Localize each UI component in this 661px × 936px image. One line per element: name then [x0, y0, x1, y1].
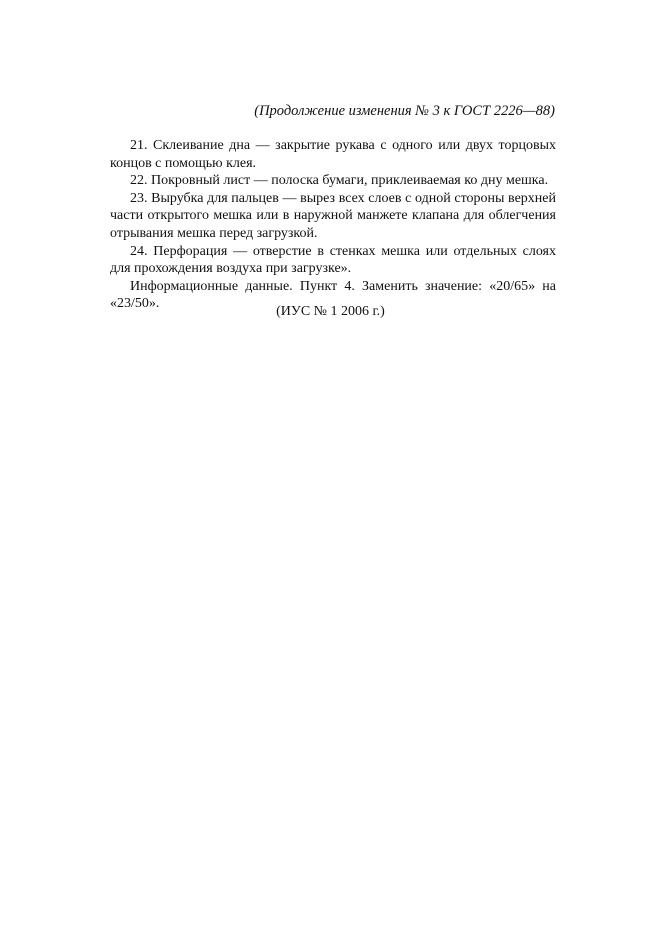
document-body — [110, 137, 556, 313]
paragraph-info-data: Информационные данные. Пункт 4. Заменить значение: «20/65» на «23/50». — [110, 278, 556, 312]
paragraph-item-23: 23. Вырубка для пальцев — вырез всех слоев с одной стороны верхней части открытого мешка или в наружной манжете клапана для облегчения отрывания мешка перед загрузкой. — [110, 190, 556, 241]
paragraph-item-24: 24. Перфорация — отверстие в стенках мешка или отдельных слоях для прохождения воздуха при загрузке». — [110, 243, 556, 277]
amendment-reference: (Продолжение изменения № 3 к ГОСТ 2226—88) — [254, 103, 555, 119]
publication-source: (ИУС № 1 2006 г.) — [276, 304, 385, 319]
paragraph-item-21: 21. Склеивание дна — закрытие рукава с одного или двух торцовых концов с помощью клея. — [110, 138, 556, 171]
paragraph-item-22: 22. Покровный лист — полоска бумаги, приклеиваемая ко дну мешка. — [130, 173, 549, 189]
